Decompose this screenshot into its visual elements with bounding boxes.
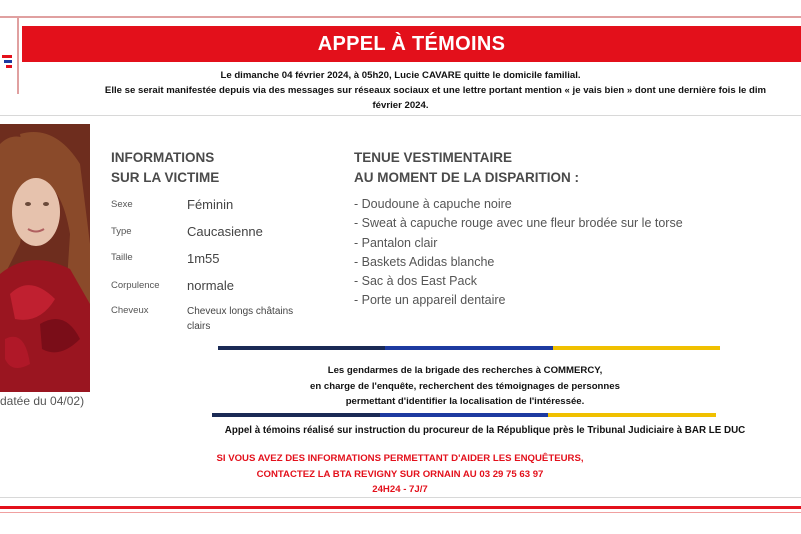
intro-line-1: Le dimanche 04 février 2024, à 05h20, Lucie CAVARE quitte le domicile familial. bbox=[220, 70, 581, 81]
tricolor-stripe-top bbox=[218, 346, 720, 350]
photo-caption: datée du 04/02) bbox=[0, 394, 85, 408]
separator bbox=[0, 497, 801, 498]
list-item: - Sac à dos East Pack bbox=[354, 274, 477, 289]
value-sexe: Féminin bbox=[187, 197, 234, 212]
bottom-line bbox=[0, 512, 801, 513]
value-type: Caucasienne bbox=[187, 224, 263, 239]
victim-photo bbox=[0, 124, 90, 392]
value-taille: 1m55 bbox=[187, 251, 220, 266]
clothing-title: TENUE VESTIMENTAIRE AU MOMENT DE LA DISPARITION : bbox=[354, 150, 579, 185]
label-type: Type bbox=[111, 226, 132, 237]
clothing-list bbox=[354, 195, 683, 311]
intro-text bbox=[0, 68, 801, 113]
victim-info-title: INFORMATIONS SUR LA VICTIME bbox=[111, 150, 220, 185]
list-item: - Baskets Adidas blanche bbox=[354, 254, 495, 269]
label-cheveux: Cheveux bbox=[111, 305, 149, 316]
list-item: - Pantalon clair bbox=[354, 235, 438, 250]
intro-line-2: Elle se serait manifestée depuis via des messages sur réseaux sociaux et une lettre portant mention « je vais bien » dont une dernière fois le dim bbox=[104, 85, 767, 96]
label-taille: Taille bbox=[111, 252, 133, 263]
list-item: - Porte un appareil dentaire bbox=[354, 293, 506, 308]
label-corpulence: Corpulence bbox=[111, 280, 160, 291]
list-item: - Doudoune à capuche noire bbox=[354, 197, 512, 211]
intro-line-3: février 2024. bbox=[372, 100, 429, 111]
top-border bbox=[0, 16, 801, 18]
contact-info: SI VOUS AVEZ DES INFORMATIONS PERMETTANT D'AIDER LES ENQUÊTEURS, CONTACTEZ LA BTA REVIGNY SUR ORNAIN AU 03 29 75 63 97 24H24 - 7J/7 bbox=[216, 453, 584, 495]
tricolor-stripe-bottom bbox=[212, 413, 716, 417]
value-corpulence: normale bbox=[187, 278, 234, 293]
label-sexe: Sexe bbox=[111, 199, 133, 210]
bottom-red-bar bbox=[0, 506, 801, 509]
separator bbox=[0, 115, 801, 116]
appel-instruction: Appel à témoins réalisé sur instruction du procureur de la République près le Tribunal Judiciaire à BAR LE DUC bbox=[224, 425, 746, 436]
gendarmes-notice: Les gendarmes de la brigade des recherches à COMMERCY, en charge de l'enquête, recherchent des témoignages de personnes permettant d'identifier la localisation de l'intéressée. bbox=[310, 365, 620, 407]
value-cheveux: Cheveux longs châtains clairs bbox=[187, 306, 294, 332]
list-item: - Sweat à capuche rouge avec une fleur brodée sur le torse bbox=[354, 216, 683, 231]
appel-banner: APPEL À TÉMOINS bbox=[22, 26, 801, 62]
